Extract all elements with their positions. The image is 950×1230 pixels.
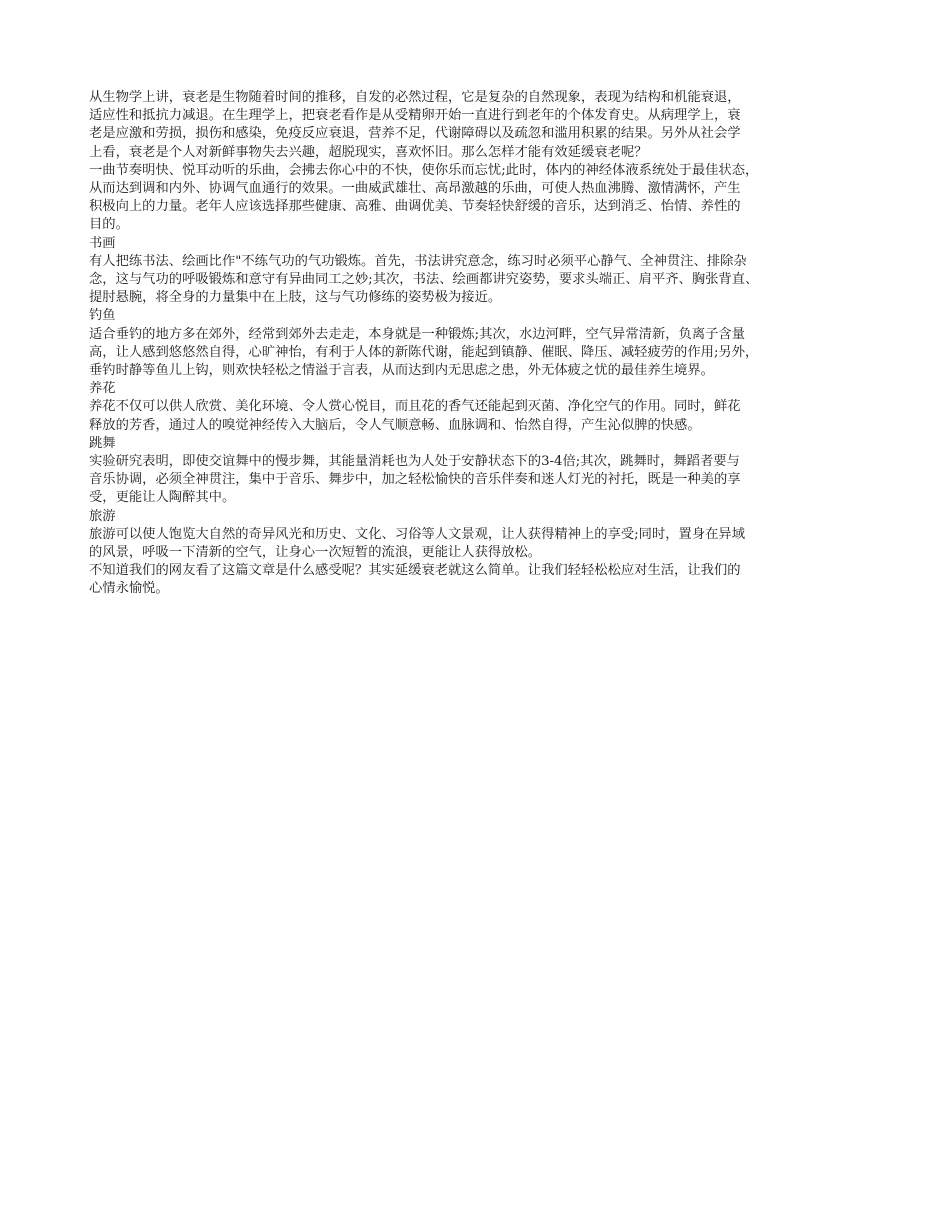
intro-paragraph: 从生物学上讲，衰老是生物随着时间的推移，自发的必然过程，它是复杂的自然现象，表现为结构和机能衰退， 适应性和抵抗力减退。在生理学上，把衰老看作是从受精卵开始一直进行到老年的个体发育史。从病理学上，衰 老是应激和劳损，损伤和感染，免疫反应衰退，营养不足，代谢障碍以及疏忽和滥用积累的结果。另外从社会学 上看，衰老是个人对新鲜事物失去兴趣，超脱现实，喜欢怀旧。那么怎样才能有效延缓衰老呢？ xyxy=(89,90,741,160)
flowers-paragraph: 养花不仅可以供人欣赏、美化环境、令人赏心悦目，而且花的香气还能起到灭菌、净化空气的作用。同时，鲜花 释放的芳香，通过人的嗅觉神经传入大脑后，令人气顺意畅、血脉调和、怡然自得，产生沁似脾的快感。 xyxy=(89,399,741,433)
article-body xyxy=(89,89,869,599)
travel-paragraph: 旅游可以使人饱览大自然的奇异风光和历史、文化、习俗等人文景观，让人获得精神上的享受;同时，置身在异域 的风景，呼吸一下清新的空气，让身心一次短暂的流浪，更能让人获得放松。 xyxy=(89,526,746,561)
dance-paragraph: 实验研究表明，即使交谊舞中的慢步舞，其能量消耗也为人处于安静状态下的3-4倍;其次，跳舞时，舞蹈者要与 音乐协调，必须全神贯注，集中于音乐、舞步中，加之轻松愉快的音乐伴奏和迷人灯光的衬托，既是一种美的享 受，更能让人陶醉其中。 xyxy=(89,454,741,506)
dance-heading: 跳舞 xyxy=(89,435,116,451)
flowers-heading: 养花 xyxy=(89,381,116,397)
fishing-paragraph: 适合垂钓的地方多在郊外，经常到郊外去走走，本身就是一种锻炼;其次，水边河畔，空气异常清新，负离子含量 高，让人感到悠悠然自得，心旷神怡，有利于人体的新陈代谢，能起到镇静、催眠、降压、减轻疲劳的作用;另外， 垂钓时静等鱼儿上钩，则欢快轻松之情溢于言表，从而达到内无思虑之患，外无体疲之忧的最佳养生境界。 xyxy=(89,326,759,379)
closing-paragraph: 不知道我们的网友看了这篇文章是什么感受呢？其实延缓衰老就这么简单。让我们轻轻松松应对生活，让我们的 心情永愉悦。 xyxy=(89,563,741,597)
travel-heading: 旅游 xyxy=(89,508,116,524)
calligraphy-heading: 书画 xyxy=(89,235,116,251)
music-paragraph: 一曲节奏明快、悦耳动听的乐曲，会拂去你心中的不快，使你乐而忘忧;此时，体内的神经体液系统处于最佳状态， 从而达到调和内外、协调气血通行的效果。一曲威武雄壮、高昂激越的乐曲，可使人热血沸腾、激情满怀，产生 积极向上的力量。老年人应该选择那些健康、高雅、曲调优美、节奏轻快舒缓的音乐，达到消乏、怡情、养性的 目的。 xyxy=(89,162,759,233)
calligraphy-paragraph: 有人把练书法、绘画比作"不练气功的气功锻炼。首先，书法讲究意念，练习时必须平心静气、全神贯注、排除杂 念，这与气功的呼吸锻炼和意守有异曲同工之妙;其次，书法、绘画都讲究姿势，要求头端正、肩平齐、胸张背直、 提肘悬腕，将全身的力量集中在上肢，这与气功修练的姿势极为接近。 xyxy=(89,253,759,306)
fishing-heading: 钓鱼 xyxy=(89,308,116,324)
